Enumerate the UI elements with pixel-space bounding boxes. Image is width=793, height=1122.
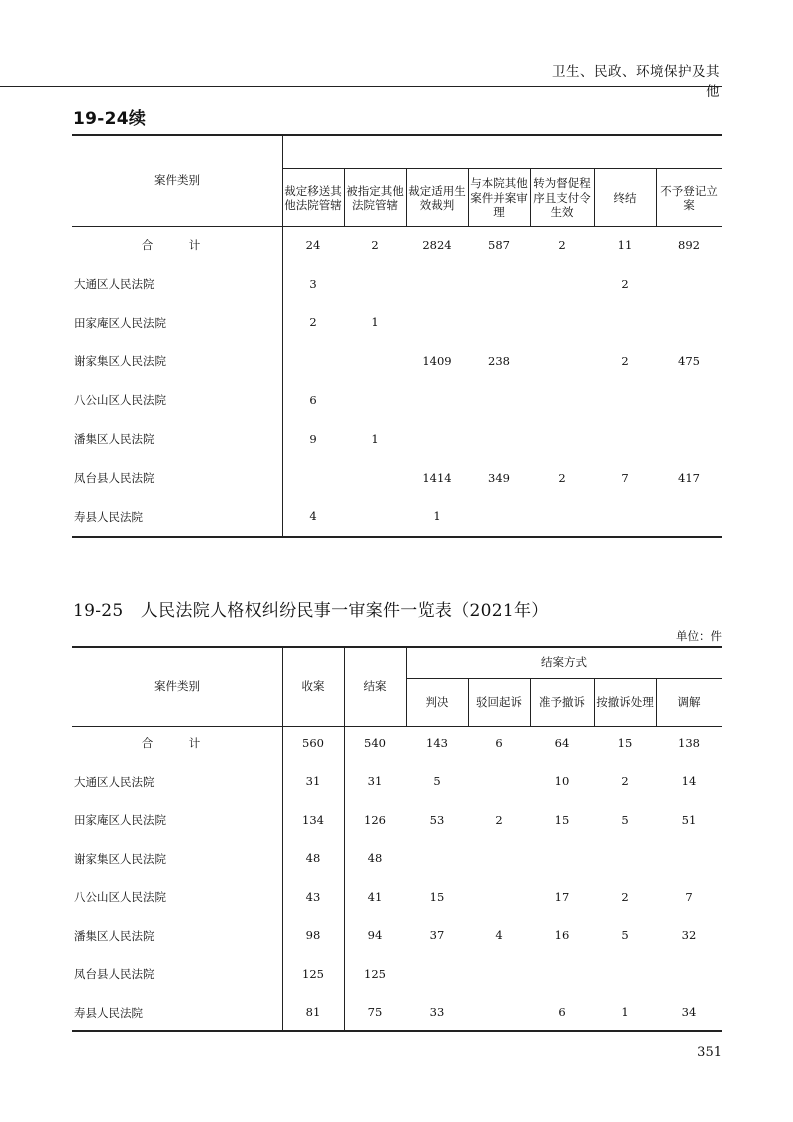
table-cell: 2 (495, 812, 503, 827)
table1-col-divider (530, 168, 531, 226)
table-cell (658, 847, 720, 871)
table-cell: 349 (488, 470, 510, 485)
table-cell (532, 847, 592, 871)
table1-column-header: 裁定移送其他法院管辖 (284, 183, 342, 212)
table-cell: 48 (367, 851, 383, 866)
table-row (72, 962, 722, 986)
table-row (72, 731, 722, 755)
table-cell: 31 (367, 774, 383, 789)
table-cell (346, 466, 404, 490)
table-cell (596, 427, 654, 451)
row-label-total: 合 计 (141, 238, 213, 252)
table-cell: 32 (681, 928, 697, 943)
row-label-court: 八公山区人民法院 (74, 393, 166, 408)
table-cell: 81 (305, 1005, 321, 1020)
table-cell (658, 272, 720, 296)
table-row (72, 924, 722, 948)
row-label-court: 大通区人民法院 (74, 276, 155, 291)
row-label-court: 潘集区人民法院 (74, 928, 155, 943)
table-cell (470, 962, 528, 986)
table-row (72, 349, 722, 373)
table2-col-received: 收案 (301, 678, 325, 693)
table-cell (658, 962, 720, 986)
row-label-court: 寿县人民法院 (74, 1005, 143, 1020)
table-cell: 9 (309, 431, 317, 446)
table-cell: 14 (681, 774, 697, 789)
table-cell (346, 272, 404, 296)
table-cell (470, 388, 528, 412)
table-cell: 24 (305, 237, 321, 252)
table-cell (470, 505, 528, 529)
table-cell: 16 (554, 928, 570, 943)
table-cell (532, 962, 592, 986)
table-cell (408, 847, 466, 871)
table2-col-divider (530, 678, 531, 726)
table-cell: 134 (302, 812, 324, 827)
table-cell: 3 (309, 276, 317, 291)
table-cell (408, 962, 466, 986)
table1-col-divider (656, 168, 657, 226)
table-cell: 138 (678, 735, 700, 750)
table-row (72, 427, 722, 451)
table-cell (596, 505, 654, 529)
table-cell (470, 427, 528, 451)
row-label-court: 凤台县人民法院 (74, 967, 155, 981)
table-cell (596, 962, 654, 986)
table-cell: 6 (558, 1005, 566, 1020)
table-cell: 34 (681, 1005, 697, 1020)
table-row (72, 466, 722, 490)
table1-col-divider (594, 168, 595, 226)
table-cell: 892 (678, 237, 700, 252)
table-cell: 31 (305, 774, 321, 789)
table-cell: 475 (678, 354, 700, 369)
table2-title: 19-25 人民法院人格权纠纷民事一审案件一览表（2021年） (73, 601, 549, 621)
table2-body (72, 726, 722, 1030)
table2-row-header: 案件类别 (154, 678, 200, 693)
table-row (72, 388, 722, 412)
table1-col-divider (468, 168, 469, 226)
table-cell: 2 (621, 276, 629, 291)
table-cell: 2 (371, 237, 379, 252)
table-cell (470, 1001, 528, 1025)
table-cell: 37 (429, 928, 445, 943)
table-cell (408, 388, 466, 412)
row-label-court: 谢家集区人民法院 (74, 851, 166, 866)
table-cell (284, 466, 342, 490)
table-cell (532, 349, 592, 373)
header-rule (0, 86, 722, 87)
table-cell (408, 272, 466, 296)
table-cell (408, 427, 466, 451)
table-cell (596, 847, 654, 871)
table2-bottom-rule (72, 1030, 722, 1032)
table-cell: 143 (426, 735, 448, 750)
table2-col-divider (468, 678, 469, 726)
table1-column-header: 与本院其他案件并案审理 (470, 176, 528, 220)
table-row (72, 808, 722, 832)
table-cell (346, 388, 404, 412)
table-cell (596, 388, 654, 412)
table-cell: 53 (429, 812, 445, 827)
table1-col-divider (344, 168, 345, 226)
table-cell: 6 (495, 735, 503, 750)
table-cell: 10 (554, 774, 570, 789)
table-cell (596, 311, 654, 335)
table-row (72, 272, 722, 296)
row-label-total: 合 计 (141, 736, 213, 750)
table1-title: 19-24续 (73, 109, 147, 129)
row-label-court: 谢家集区人民法院 (74, 354, 166, 369)
table-row (72, 847, 722, 871)
table2-col-divider (594, 678, 595, 726)
row-label-court: 田家庵区人民法院 (74, 315, 166, 330)
table2-sub-column-header: 判决 (425, 694, 449, 709)
page-number: 351 (697, 1045, 722, 1060)
table-cell (658, 505, 720, 529)
table-cell: 7 (621, 470, 629, 485)
table-cell: 4 (495, 928, 503, 943)
table1 (72, 134, 722, 538)
table1-column-header: 终结 (613, 190, 637, 205)
table1-row-header: 案件类别 (154, 172, 200, 187)
table-cell (470, 770, 528, 794)
table-cell: 15 (617, 735, 633, 750)
table-cell: 238 (488, 354, 510, 369)
table-cell: 15 (429, 889, 445, 904)
table-cell: 41 (367, 889, 383, 904)
table1-body (72, 226, 722, 536)
table-cell: 587 (488, 237, 510, 252)
table-cell: 2 (621, 774, 629, 789)
table2 (72, 646, 722, 1032)
table-cell: 1409 (422, 354, 452, 369)
row-label-court: 寿县人民法院 (74, 509, 143, 524)
table-cell: 6 (309, 393, 317, 407)
table-cell: 1 (621, 1005, 629, 1020)
table-cell: 2 (309, 315, 317, 330)
table-row (72, 885, 722, 909)
table-cell: 1414 (422, 470, 452, 485)
table-cell: 126 (364, 812, 386, 827)
table-cell (470, 847, 528, 871)
table1-column-header: 不予登记立案 (660, 183, 718, 212)
table-cell: 125 (302, 966, 324, 981)
table-row (72, 311, 722, 335)
table1-column-header: 被指定其他法院管辖 (346, 183, 404, 212)
table1-col-divider (406, 168, 407, 226)
row-label-court: 大通区人民法院 (74, 774, 155, 789)
table2-sub-column-header: 驳回起诉 (476, 694, 522, 709)
table-cell: 2 (558, 237, 566, 252)
table-cell (532, 311, 592, 335)
table-cell: 64 (554, 735, 570, 750)
row-label-court: 田家庵区人民法院 (74, 813, 166, 827)
table-cell: 2 (621, 889, 629, 904)
table-cell (470, 272, 528, 296)
table-cell: 4 (309, 509, 317, 524)
table-cell: 2824 (422, 237, 452, 252)
row-label-court: 潘集区人民法院 (74, 432, 155, 446)
table1-column-header: 裁定适用生效裁判 (408, 183, 466, 212)
table-cell: 17 (554, 889, 570, 904)
table-row (72, 233, 722, 257)
table1-bottom-rule (72, 536, 722, 538)
table2-sub-column-header: 按撤诉处理 (596, 694, 654, 709)
table-cell: 5 (621, 812, 629, 827)
table-cell (532, 427, 592, 451)
table-cell: 2 (558, 470, 566, 485)
table-cell: 33 (429, 1005, 445, 1020)
table2-sub-column-header: 调解 (677, 694, 701, 709)
table2-col-divider (656, 678, 657, 726)
table-cell: 11 (617, 237, 633, 252)
row-label-court: 凤台县人民法院 (74, 470, 155, 485)
table-cell: 51 (681, 812, 697, 827)
table-cell: 7 (685, 889, 693, 904)
table-cell (284, 349, 342, 373)
table-cell: 2 (621, 354, 629, 369)
table-cell (346, 505, 404, 529)
table-cell (658, 427, 720, 451)
table-cell (532, 505, 592, 529)
table-cell (532, 272, 592, 296)
table-row (72, 505, 722, 529)
table2-group-header: 结案方式 (541, 654, 587, 669)
row-label-court: 八公山区人民法院 (74, 890, 166, 904)
running-header: 卫生、民政、环境保护及其他 (552, 64, 720, 100)
table-cell: 1 (433, 509, 441, 524)
table-cell (532, 388, 592, 412)
table-cell: 5 (433, 774, 441, 789)
table2-col-closed: 结案 (363, 678, 387, 693)
table-cell: 1 (371, 431, 379, 446)
table-cell: 94 (367, 928, 383, 943)
table-cell: 15 (554, 812, 570, 827)
table-row (72, 1001, 722, 1025)
table-cell: 560 (302, 735, 324, 750)
table-cell: 75 (367, 1005, 383, 1020)
table-cell: 48 (305, 851, 321, 866)
table-cell: 540 (364, 735, 386, 750)
table-cell (470, 885, 528, 909)
table-cell (470, 311, 528, 335)
table-cell: 98 (305, 928, 321, 943)
table-cell: 125 (364, 966, 386, 981)
table-cell (408, 311, 466, 335)
table-cell: 1 (371, 315, 379, 330)
table1-column-header: 转为督促程序且支付令生效 (533, 176, 591, 220)
table2-group-rule (406, 678, 722, 679)
table-cell: 417 (678, 470, 700, 485)
table-cell: 5 (621, 928, 629, 943)
table-row (72, 770, 722, 794)
table-cell (658, 388, 720, 412)
table-cell (346, 349, 404, 373)
table-cell (658, 311, 720, 335)
table2-sub-column-header: 准予撤诉 (539, 694, 585, 709)
unit-label: 单位：件 (676, 629, 722, 643)
table-cell: 43 (305, 889, 321, 904)
table2-col-divider (406, 646, 407, 726)
